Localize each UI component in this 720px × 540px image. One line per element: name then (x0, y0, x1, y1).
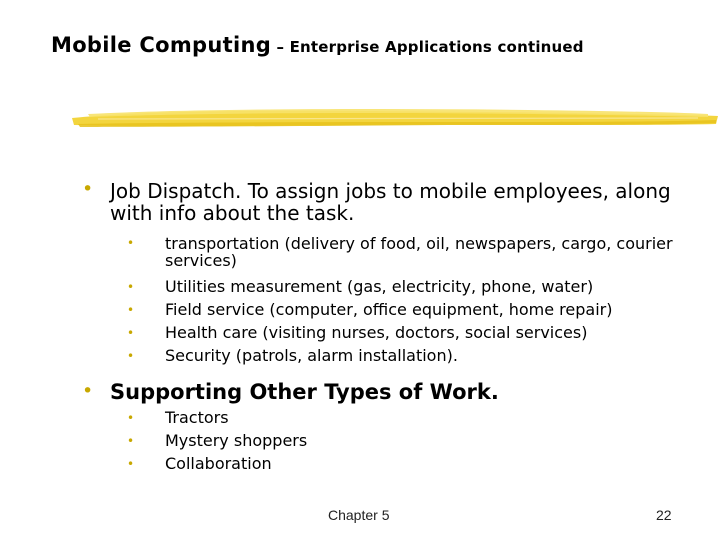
list-item: Tractors (165, 408, 229, 427)
list-item: Security (patrols, alarm installation). (165, 346, 458, 365)
supporting-work-heading: Supporting Other Types of Work. (110, 380, 499, 404)
sub-bullet: • (127, 434, 135, 448)
sub-bullet: • (127, 349, 135, 363)
list-item: Mystery shoppers (165, 431, 308, 450)
bullet-job-dispatch: • (82, 178, 94, 200)
list-item: Collaboration (165, 454, 272, 473)
slide-title-main: Mobile Computing (51, 33, 272, 57)
job-dispatch-heading: Job Dispatch (110, 179, 236, 203)
slide-title-sub: – Enterprise Applications continued (271, 38, 584, 56)
list-item: Health care (visiting nurses, doctors, social services) (165, 323, 588, 342)
sub-bullet: • (127, 326, 135, 340)
footer-chapter: Chapter 5 (328, 507, 390, 523)
sub-bullet: • (127, 236, 135, 250)
job-dispatch-text: . To assign jobs to mobile employees, along with info about the task. (110, 179, 671, 225)
title-brush-stroke (68, 100, 720, 134)
list-item: Field service (computer, office equipment, home repair) (165, 300, 613, 319)
list-item: transportation (delivery of food, oil, newspapers, cargo, courier services) (165, 234, 673, 270)
job-dispatch-paragraph (110, 180, 710, 224)
list-item: Utilities measurement (gas, electricity, phone, water) (165, 277, 594, 296)
sub-bullet: • (127, 280, 135, 294)
sub-bullet: • (127, 411, 135, 425)
footer-page-number: 22 (656, 507, 672, 523)
slide-title (51, 33, 584, 57)
sub-bullet: • (127, 303, 135, 317)
sub-bullet: • (127, 457, 135, 471)
bullet-supporting-work: • (82, 380, 94, 402)
